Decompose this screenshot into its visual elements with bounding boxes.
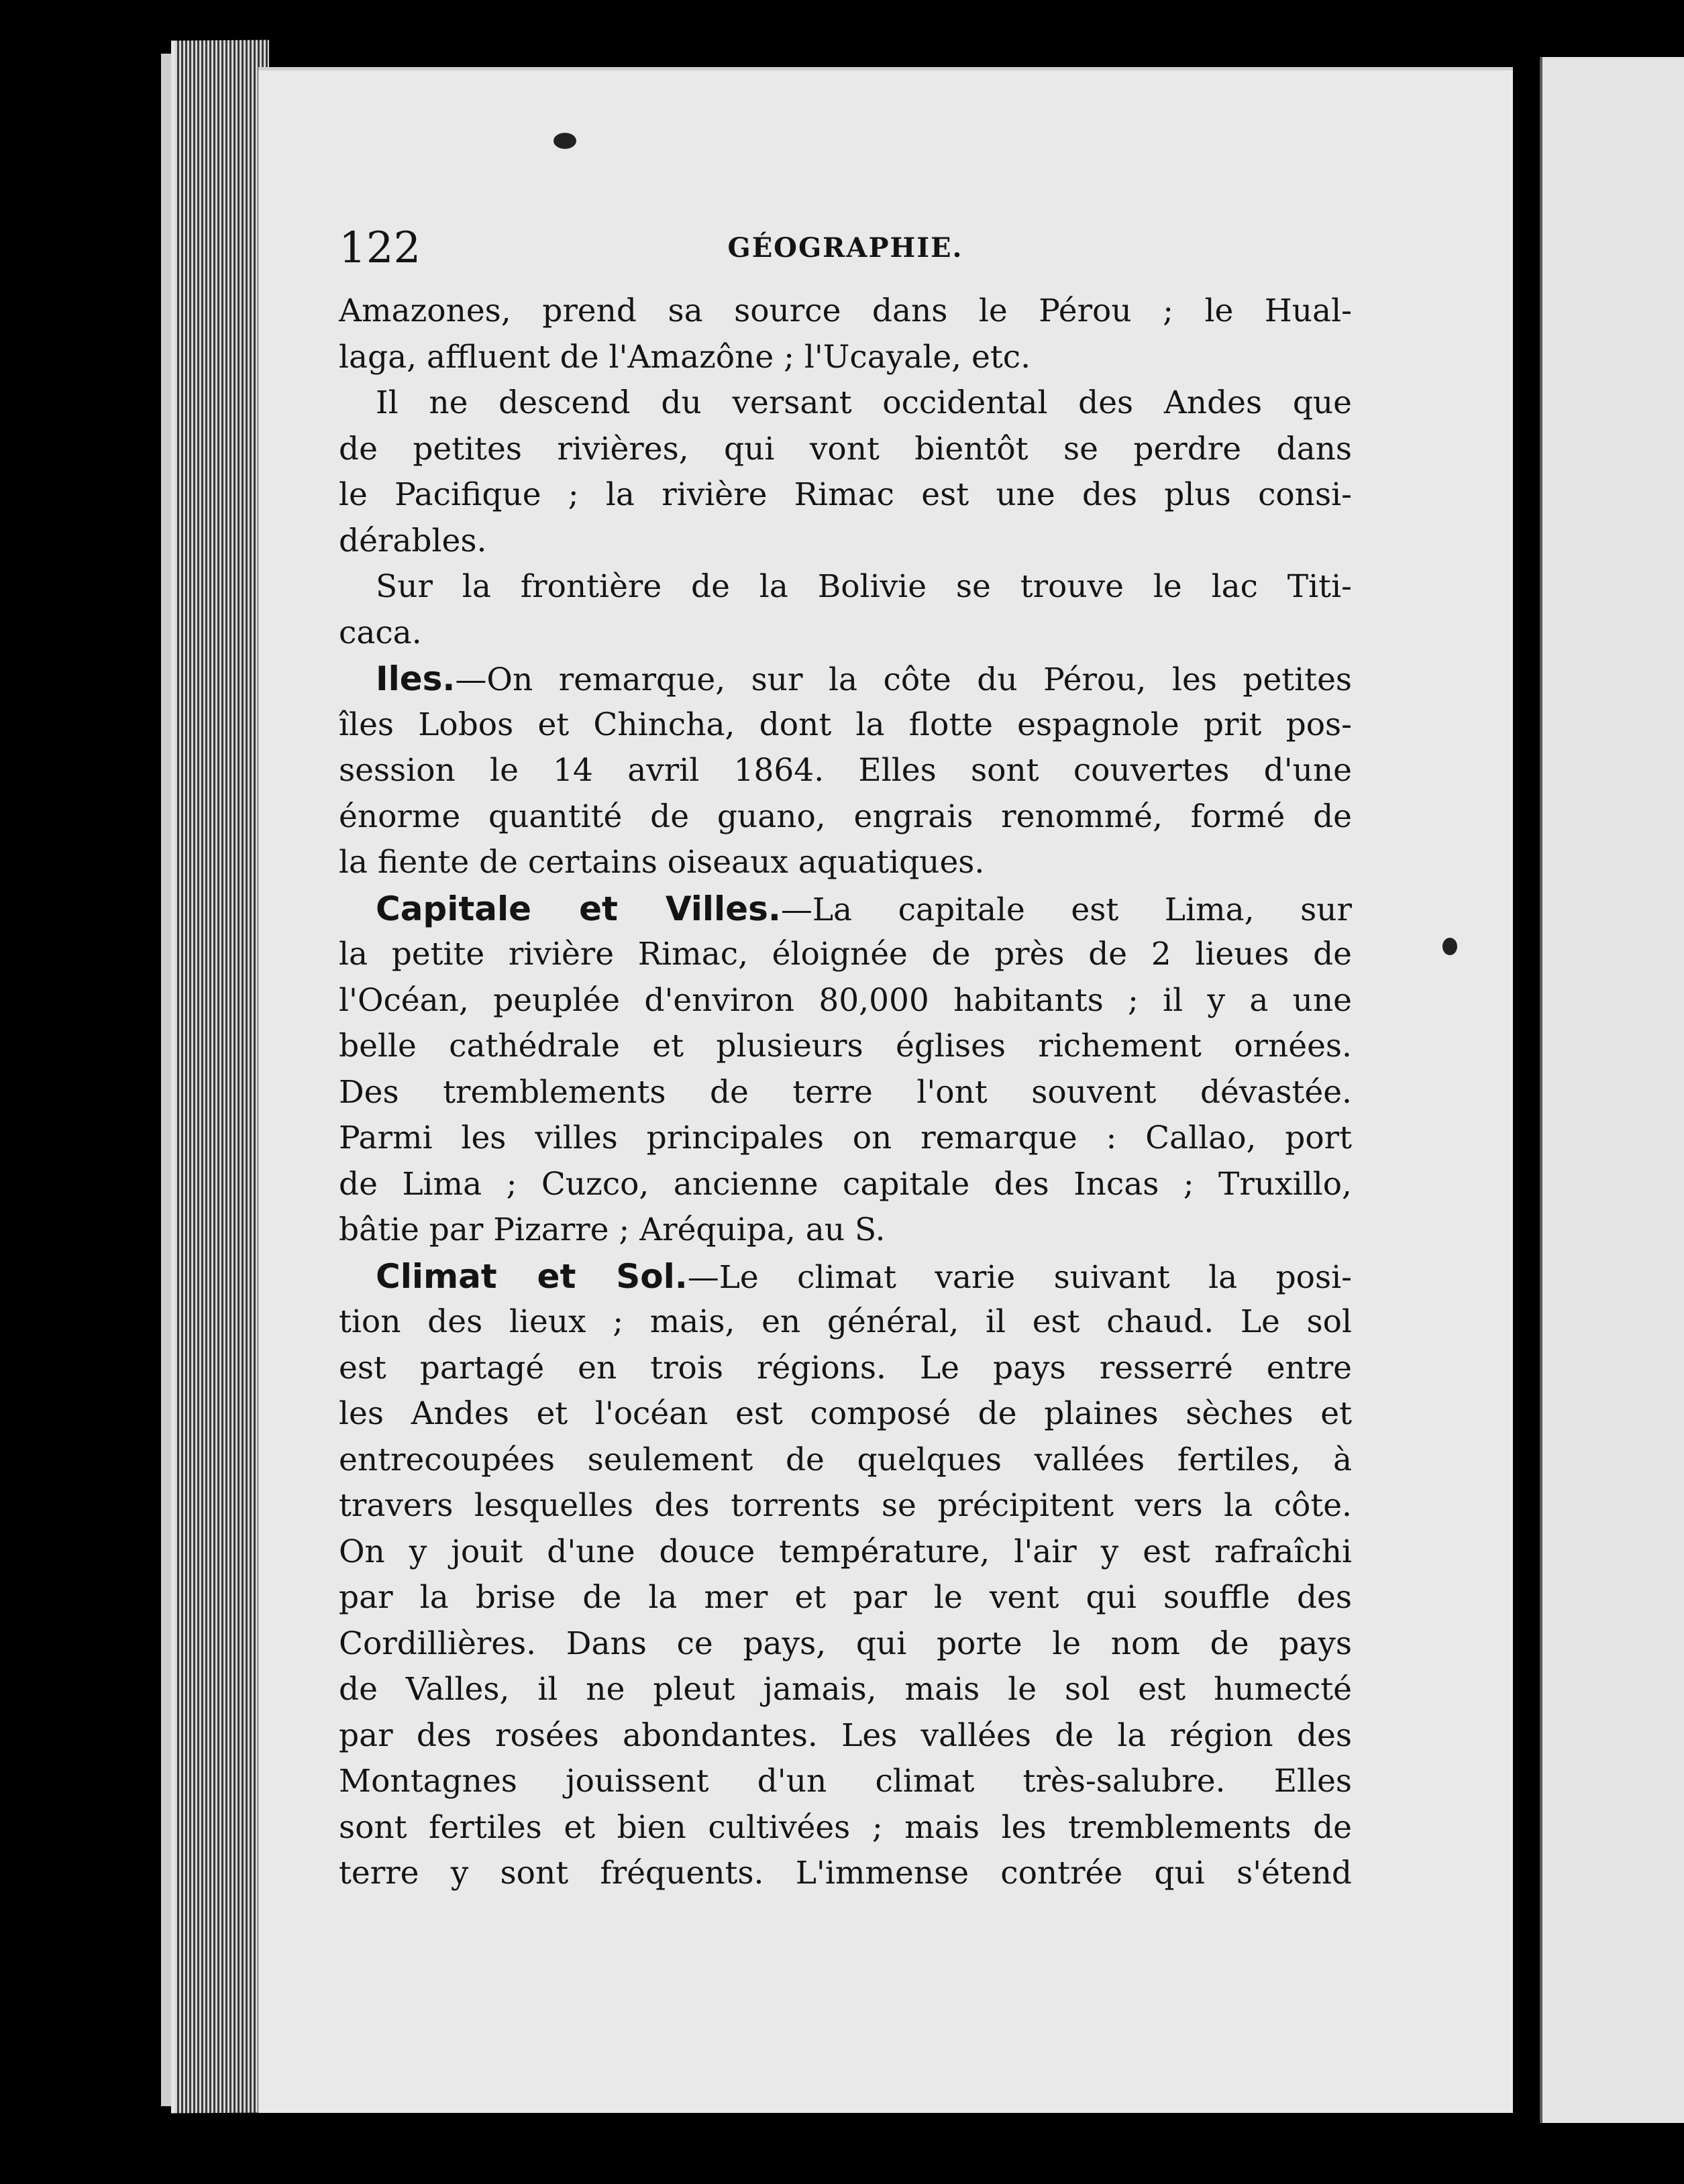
line-text: énorme quantité de guano, engrais renommé, formé de xyxy=(339,798,1352,835)
text-line xyxy=(339,1759,1352,1805)
line-text: belle cathédrale et plusieurs églises richement ornées. xyxy=(339,1028,1352,1064)
text-line xyxy=(339,427,1352,473)
text-line xyxy=(339,1254,1352,1300)
page-body-text xyxy=(339,288,1352,1897)
text-line xyxy=(339,932,1352,978)
section-heading: Capitale et Villes. xyxy=(376,889,781,928)
line-text: session le 14 avril 1864. Elles sont couvertes d'une xyxy=(339,752,1352,789)
line-text: Amazones, prend sa source dans le Pérou ; le Hual- xyxy=(339,292,1352,329)
line-text: Cordillières. Dans ce pays, qui porte le nom de pays xyxy=(339,1625,1352,1662)
line-text: le Pacifique ; la rivière Rimac est une des plus consi- xyxy=(339,476,1352,513)
text-line xyxy=(339,1621,1352,1668)
line-text: îles Lobos et Chincha, dont la flotte espagnole prit pos- xyxy=(339,706,1352,743)
text-line xyxy=(339,610,1352,657)
line-text: Sur la frontière de la Bolivie se trouve le lac Titi- xyxy=(376,568,1352,605)
text-line xyxy=(339,1115,1352,1162)
text-line xyxy=(339,335,1352,381)
line-text: sont fertiles et bien cultivées ; mais les tremblements de xyxy=(339,1808,1352,1846)
page-edges xyxy=(171,40,269,2113)
text-line xyxy=(339,1529,1352,1576)
text-line xyxy=(339,840,1352,886)
text-line xyxy=(339,1162,1352,1208)
text-line xyxy=(339,656,1352,702)
line-text: travers lesquelles des torrents se précipitent vers la côte. xyxy=(339,1487,1352,1524)
text-line xyxy=(339,886,1352,932)
facing-page-edge xyxy=(1540,57,1684,2123)
ink-speck xyxy=(1442,938,1457,955)
page-header xyxy=(339,221,1352,275)
text-line xyxy=(339,1575,1352,1621)
text-line xyxy=(339,702,1352,749)
line-text: par la brise de la mer et par le vent qui souffle des xyxy=(339,1579,1352,1616)
line-text: est partagé en trois régions. Le pays resserré entre xyxy=(339,1349,1352,1386)
line-text: de Valles, il ne pleut jamais, mais le sol est humecté xyxy=(339,1671,1352,1708)
running-head: GÉOGRAPHIE. xyxy=(727,232,963,264)
line-text: Montagnes jouissent d'un climat très-salubre. Elles xyxy=(339,1763,1352,1800)
text-line xyxy=(339,978,1352,1024)
line-text: —La capitale est Lima, sur xyxy=(780,891,1352,928)
text-line xyxy=(339,1207,1352,1254)
text-line xyxy=(339,380,1352,427)
text-line xyxy=(339,1805,1352,1851)
line-text: Parmi les villes principales on remarque : Callao, port xyxy=(339,1120,1352,1156)
text-line xyxy=(339,472,1352,518)
line-text: de petites rivières, qui vont bientôt se perdre dans xyxy=(339,430,1352,468)
text-line xyxy=(339,1299,1352,1346)
line-text: Il ne descend du versant occidental des Andes que xyxy=(376,384,1352,421)
line-text: —Le climat varie suivant la posi- xyxy=(687,1258,1352,1296)
line-text: tion des lieux ; mais, en général, il est chaud. Le sol xyxy=(339,1303,1352,1340)
text-line xyxy=(339,1667,1352,1713)
text-line xyxy=(339,1437,1352,1484)
line-text: l'Océan, peuplée d'environ 80,000 habitants ; il y a une xyxy=(339,981,1352,1019)
text-line xyxy=(339,518,1352,565)
text-line xyxy=(339,1713,1352,1759)
line-text: dérables. xyxy=(339,522,487,559)
line-text: terre y sont fréquents. L'immense contrée qui s'étend xyxy=(339,1855,1352,1892)
text-line xyxy=(339,564,1352,610)
line-text: entrecoupées seulement de quelques vallées fertiles, à xyxy=(339,1441,1352,1478)
line-text: la fiente de certains oiseaux aquatiques. xyxy=(339,844,985,881)
text-line xyxy=(339,1346,1352,1392)
line-text: par des rosées abondantes. Les vallées de la région des xyxy=(339,1716,1352,1754)
line-text: Des tremblements de terre l'ont souvent dévastée. xyxy=(339,1073,1352,1111)
line-text: bâtie par Pizarre ; Aréquipa, au S. xyxy=(339,1211,886,1248)
line-text: —On remarque, sur la côte du Pérou, les petites xyxy=(455,661,1352,698)
line-text: les Andes et l'océan est composé de plaines sèches et xyxy=(339,1395,1352,1432)
text-line xyxy=(339,1851,1352,1897)
text-line xyxy=(339,1070,1352,1116)
line-text: de Lima ; Cuzco, ancienne capitale des Incas ; Truxillo, xyxy=(339,1165,1352,1203)
text-line xyxy=(339,1391,1352,1437)
text-line xyxy=(339,1483,1352,1529)
text-line xyxy=(339,748,1352,794)
line-text: On y jouit d'une douce température, l'air y est rafraîchi xyxy=(339,1533,1352,1570)
text-line xyxy=(339,794,1352,840)
section-heading: Climat et Sol. xyxy=(376,1256,688,1296)
section-heading: Iles. xyxy=(376,659,456,698)
text-line xyxy=(339,1024,1352,1070)
line-text: caca. xyxy=(339,614,422,651)
text-line xyxy=(339,288,1352,335)
ink-speck xyxy=(554,133,576,149)
line-text: laga, affluent de l'Amazône ; l'Ucayale, etc. xyxy=(339,338,1031,376)
line-text: la petite rivière Rimac, éloignée de près de 2 lieues de xyxy=(339,936,1352,973)
page-number: 122 xyxy=(339,223,421,273)
